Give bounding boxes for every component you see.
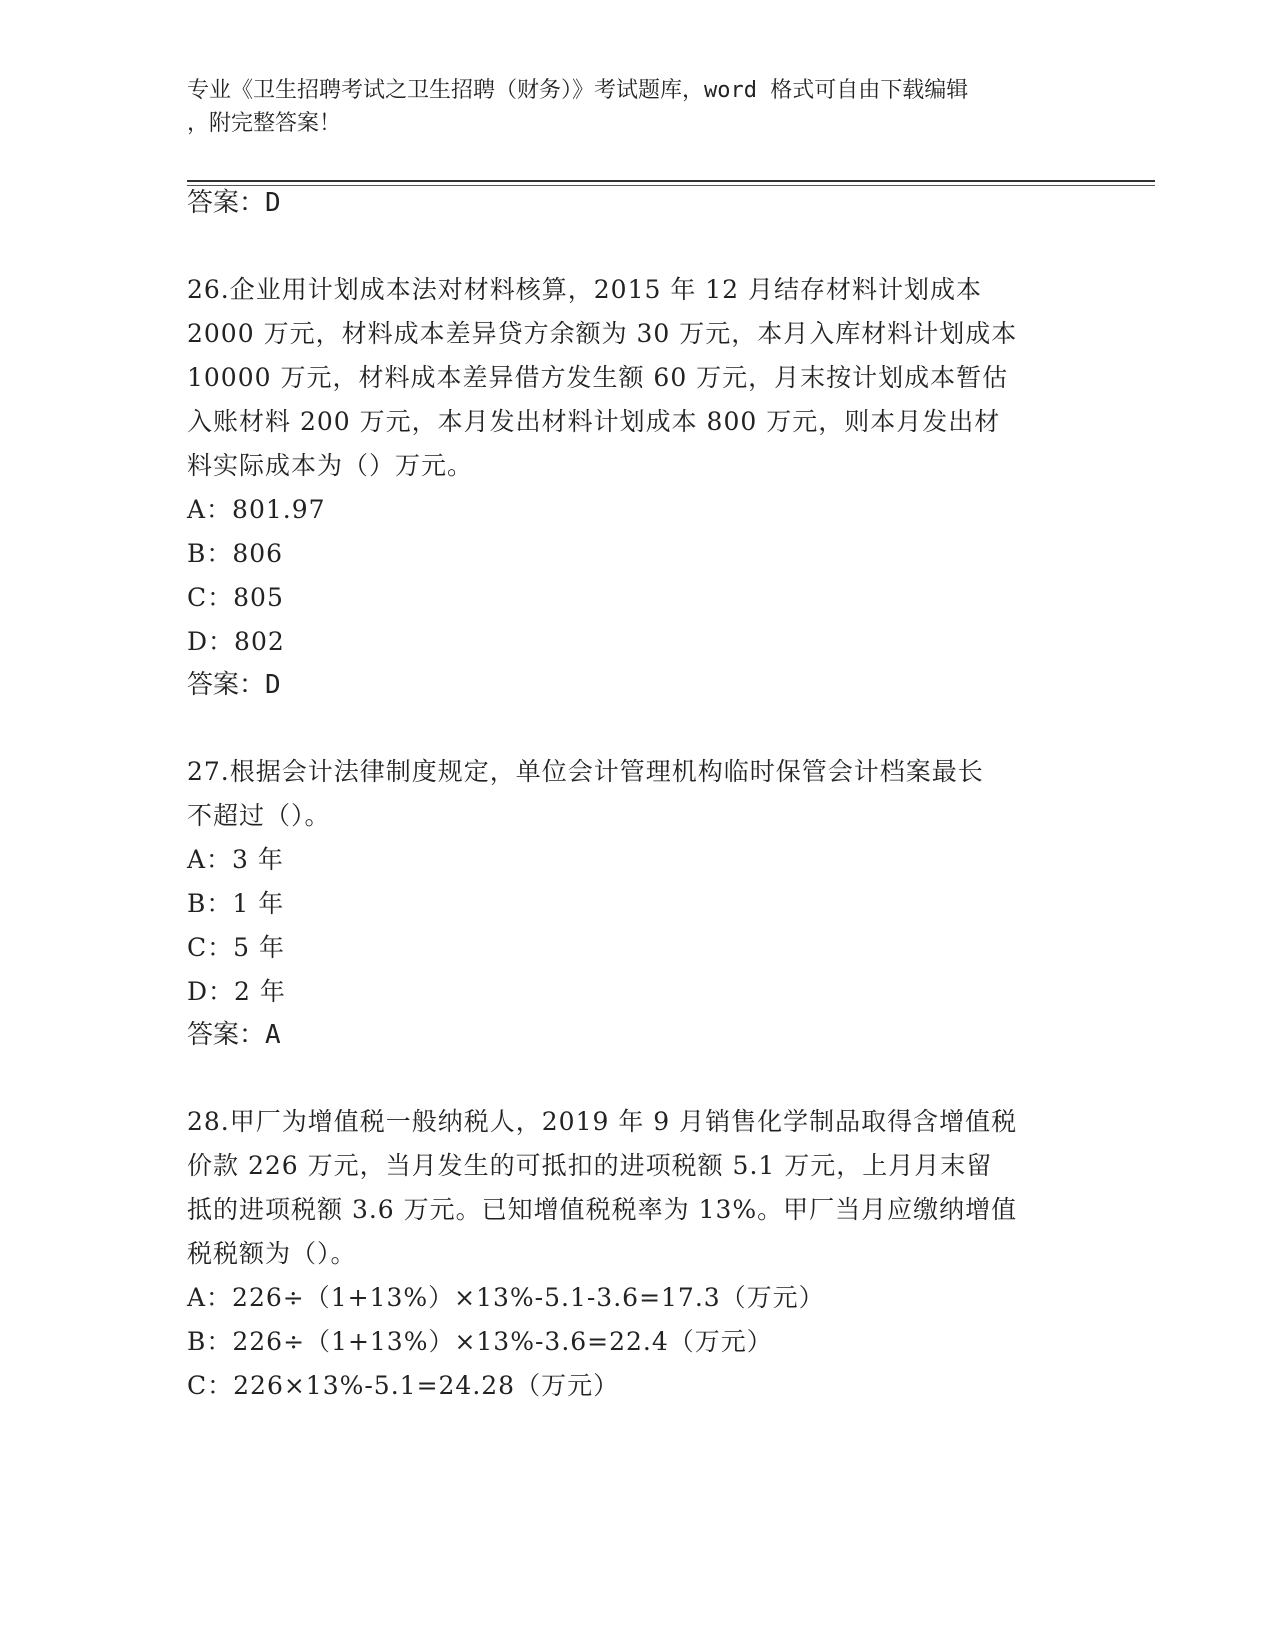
question-text-line: 抵的进项税额 3.6 万元。已知增值税税率为 13%。甲厂当月应缴纳增值: [187, 1195, 1018, 1224]
answer-label: 答案：: [187, 670, 266, 700]
option-c: C：226×13%-5.1=24.28（万元）: [187, 1371, 620, 1400]
option-d: D：2 年: [187, 977, 286, 1006]
option-c: C：805: [187, 583, 284, 612]
answer-q27: [187, 1020, 281, 1050]
answer-q26: [187, 670, 281, 700]
option-d: D：802: [187, 627, 285, 656]
header-line-2: ，附完整答案！: [187, 111, 342, 136]
question-text-line: 26.企业用计划成本法对材料核算，2015 年 12 月结存材料计划成本: [187, 275, 983, 304]
answer-value: D: [265, 188, 281, 218]
option-a: A：3 年: [187, 845, 284, 874]
question-text-line: 不超过（）。: [187, 801, 331, 830]
document-header: [187, 74, 1087, 140]
option-a: A：226÷（1+13%）×13%-5.1-3.6=17.3（万元）: [187, 1283, 825, 1312]
question-text-line: 27.根据会计法律制度规定，单位会计管理机构临时保管会计档案最长: [187, 757, 984, 786]
option-b: B：1 年: [187, 889, 285, 918]
option-c: C：5 年: [187, 933, 285, 962]
answer-label: 答案：: [187, 188, 266, 218]
answer-label: 答案：: [187, 1020, 266, 1050]
header-divider-thick: [187, 180, 1155, 182]
question-text-line: 入账材料 200 万元，本月发出材料计划成本 800 万元，则本月发出材: [187, 407, 1001, 436]
option-b: B：806: [187, 539, 284, 568]
question-text-line: 料实际成本为（）万元。: [187, 451, 474, 480]
answer-value: D: [265, 670, 281, 700]
header-line-1: 专业《卫生招聘考试之卫生招聘（财务）》考试题库，word 格式可自由下载编辑: [187, 78, 969, 103]
question-text-line: 2000 万元，材料成本差异贷方余额为 30 万元，本月入库材料计划成本: [187, 319, 1018, 348]
question-text-line: 10000 万元，材料成本差异借方发生额 60 万元，月末按计划成本暂估: [187, 363, 1009, 392]
question-text-line: 28.甲厂为增值税一般纳税人，2019 年 9 月销售化学制品取得含增值税: [187, 1107, 1018, 1136]
answer-prev: [187, 188, 281, 218]
header-divider-thin: [187, 185, 1155, 186]
question-text-line: 价款 226 万元，当月发生的可抵扣的进项税额 5.1 万元，上月月末留: [187, 1151, 993, 1180]
option-b: B：226÷（1+13%）×13%-3.6=22.4（万元）: [187, 1327, 773, 1356]
answer-value: A: [265, 1020, 281, 1050]
question-text-line: 税税额为（）。: [187, 1239, 357, 1268]
option-a: A：801.97: [187, 495, 326, 524]
